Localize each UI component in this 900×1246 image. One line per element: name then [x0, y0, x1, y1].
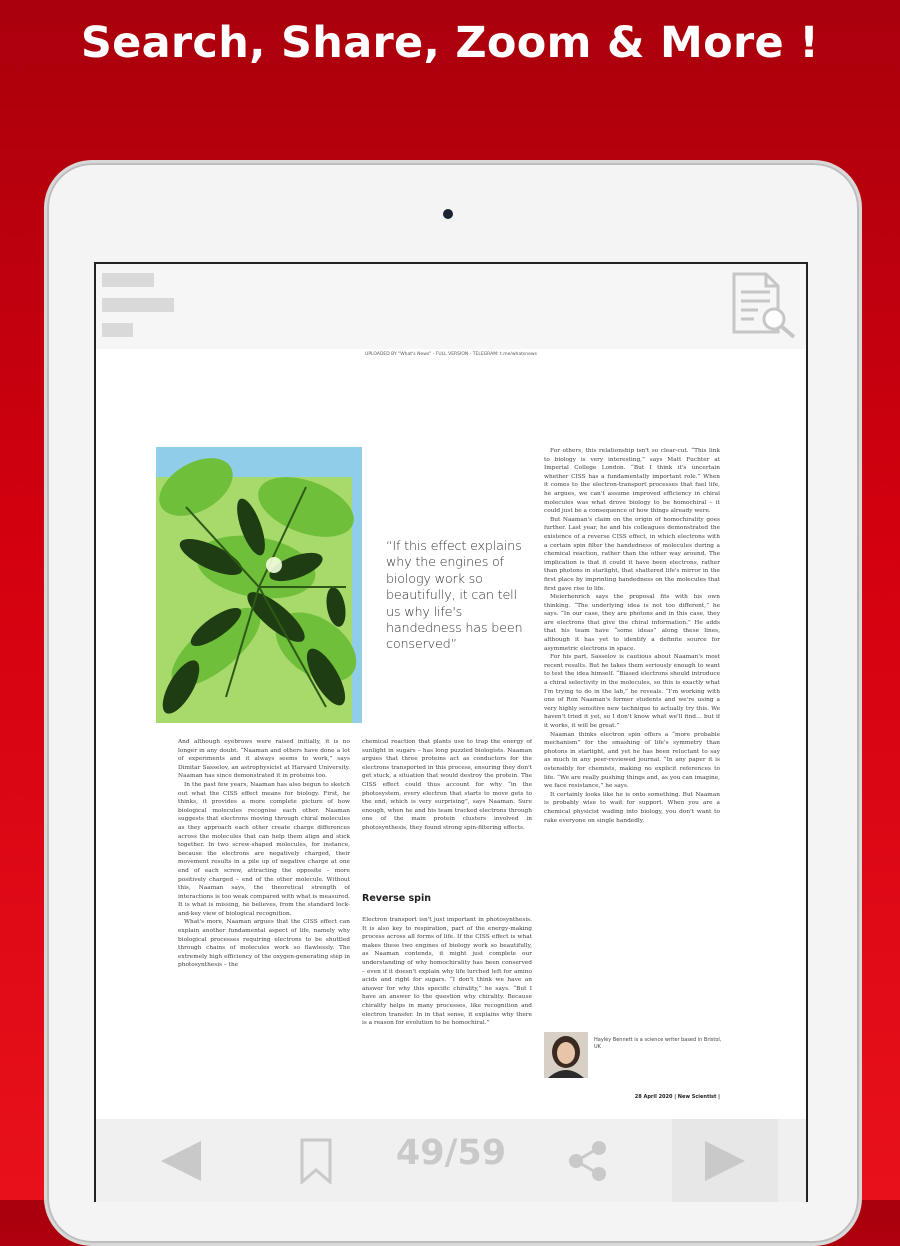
running-head: UPLOADED BY "What's News" - FULL VERSION - TELEGRAM: t.me/whatsnews [365, 352, 537, 357]
article-column-right [544, 447, 720, 987]
previous-page-button[interactable] [146, 1119, 216, 1202]
reader-top-bar [96, 264, 806, 349]
author-bio: Hayley Bennett is a science writer based in Bristol, UK [594, 1037, 722, 1050]
share-button[interactable] [558, 1119, 618, 1202]
paragraph: It certainly looks like he is onto something. But Naaman is probably wise to wait for support. When you are a chemical physicist wading into biology, you don't want to rake everyone on single handedly. [544, 791, 720, 824]
pull-quote: “If this effect explains why the engines of biology work so beautifully, it can tell us why life's handedness has been conserved” [386, 539, 523, 653]
paragraph: Electron transport isn't just important in photosynthesis. It is also key to respiration, part of the energy-making process across all forms of life. If the CISS effect is what makes these two engines of biology work so beautifully, as Naaman contends, it might just complete our understanding of why homochirality has been conserved – even if it doesn't explain why life lurched left for amino acids and right for sugars. “I don't think we have an answer for why this specific chirality,” he says. “But I have an answer to the question why chirality. Because chirality helps in many processes, like recognition and electron transfer. In in that sense, it explains why there is a reason for evolution to be homochiral.” [362, 917, 532, 1027]
paragraph: What's more, Naaman argues that the CISS effect can explain another fundamental aspect of life, namely why biological processes requiring electrons to be shuttled through chains of molecules work so flawlessly. The extremely high efficiency of the oxygen-generating step in photosynthesis – the [178, 919, 350, 969]
paragraph: And although eyebrows were raised initially, it is no longer in any doubt. “Naaman and others have done a lot of experiments and it always seems to work,” says Dimitar Sasselov, an astrophysicist at Harvard University. Naaman has since demonstrated it in proteins too. [178, 739, 350, 780]
article-column-middle-bottom [362, 916, 532, 1066]
leaf-photo [156, 447, 362, 723]
tablet-camera [443, 209, 453, 219]
page-counter: 49/59 [395, 1133, 507, 1173]
placeholder-bar [102, 273, 154, 287]
paragraph: But Naaman's claim on the origin of homochirality goes further. Last year, he and his colleagues demonstrated the existence of a reverse CISS effect, in which electrons with a certain spin filter the handedness of molecules during a chemical reaction, rather than the other way around. The implication is that it could it have been electrons, rather than photons in starlight, that shattered life's mirror in the first place by imprinting handedness on the molecules that first gave rise to life. [544, 516, 720, 592]
reader-screen [94, 262, 808, 1202]
article-subhead: Reverse spin [362, 893, 431, 904]
paragraph: Naaman thinks electron spin offers a “more probable mechanism” for the smashing of life's symmetry than photons in starlight, and yet he has been reluctant to say as much in any peer-reviewed journal. “In any paper it is ostensibly for chemists, making no explicit references to life. “We are really pushing things and, as you can imagine, we face resistance,” he says. [544, 731, 720, 790]
article-column-left [178, 738, 350, 1028]
placeholder-bar [102, 298, 174, 312]
arrow-right-icon [701, 1139, 749, 1183]
document-search-icon[interactable] [730, 270, 800, 340]
promo-title: Search, Share, Zoom & More ! [80, 18, 820, 68]
paragraph: For his part, Sasselov is cautious about Naaman's most recent results. But he takes them seriously enough to want to test the idea himself. “Biased electrons should introduce a chiral selectivity in the molecules, so this is exactly what I'm trying to do in the lab,” he reveals. “I'm working with one of Ron Naaman's former students and we're using a very highly sensitive new technique to actually try this. We haven't tried it yet, so I don't know what we'll find… but if it works, it will be great.” [544, 654, 720, 729]
next-page-button[interactable] [672, 1119, 778, 1202]
reader-nav-bar [96, 1119, 806, 1202]
paragraph: In the past few years, Naaman has also begun to sketch out what the CISS effect means for biology. First, he thinks, it provides a more complete picture of how biological molecules recognise each other. Naaman suggests that electrons moving through chiral molecules as they approach each other create charge differences across the molecules that can help them align and stick together. In two screw-shaped molecules, for instance, because the electrons are negatively charged, their movement results in a pile up of negative charge at one end of each screw, attracting the opposite – more positively charged – end of the other molecule. Without this, Naaman says, the theoretical strength of interactions is too weak compared with what is measured. It is what is missing, he believes, from the standard lock-and-key view of biological recognition. [178, 781, 350, 917]
arrow-left-icon [157, 1139, 205, 1183]
article-column-middle-top [362, 738, 532, 888]
placeholder-bar [102, 323, 133, 337]
bookmark-icon [298, 1138, 334, 1184]
magazine-page[interactable] [96, 349, 806, 1119]
author-photo [544, 1032, 588, 1078]
page-footer: 28 April 2020 | New Scientist | [634, 1094, 720, 1100]
paragraph: For others, this relationship isn't so clear-cut. “This link to biology is very interesting,” says Matt Fuchter at Imperial College London. “But I think it's uncertain whether CISS has a fundamentally important role.” When it comes to the electron-transport processes that fuel life, he argues, we can't assume improved efficiency in chiral molecules was what drove biology to be homochiral – it could just be a consequence of how things already were. [544, 448, 720, 515]
paragraph: chemical reaction that plants use to trap the energy of sunlight in sugars – has long puzzled biologists. Naaman argues that three proteins act as conductors for the electrons transported in this process, ensuring they don't get stuck, a situation that would destroy the protein. The CISS effect could thus account for why “in the photosystem, every electron that starts to move gets to the end, which is very surprising”, says Naaman. Sure enough, when he and his team tracked electrons through one of the main protein clusters involved in photosynthesis, they found strong spin-filtering effects. [362, 739, 532, 831]
share-icon [566, 1139, 610, 1183]
bookmark-button[interactable] [286, 1119, 346, 1202]
paragraph: Meierhenrich says the proposal fits with his own thinking. “The underlying idea is not too different,” he says. “In our case, they are photons and in this case, they are electrons that give the chiral information.” He adds that his team have “some ideas” along these lines, although it has yet to identify a definite source for asymmetric electrons in space. [544, 594, 720, 652]
